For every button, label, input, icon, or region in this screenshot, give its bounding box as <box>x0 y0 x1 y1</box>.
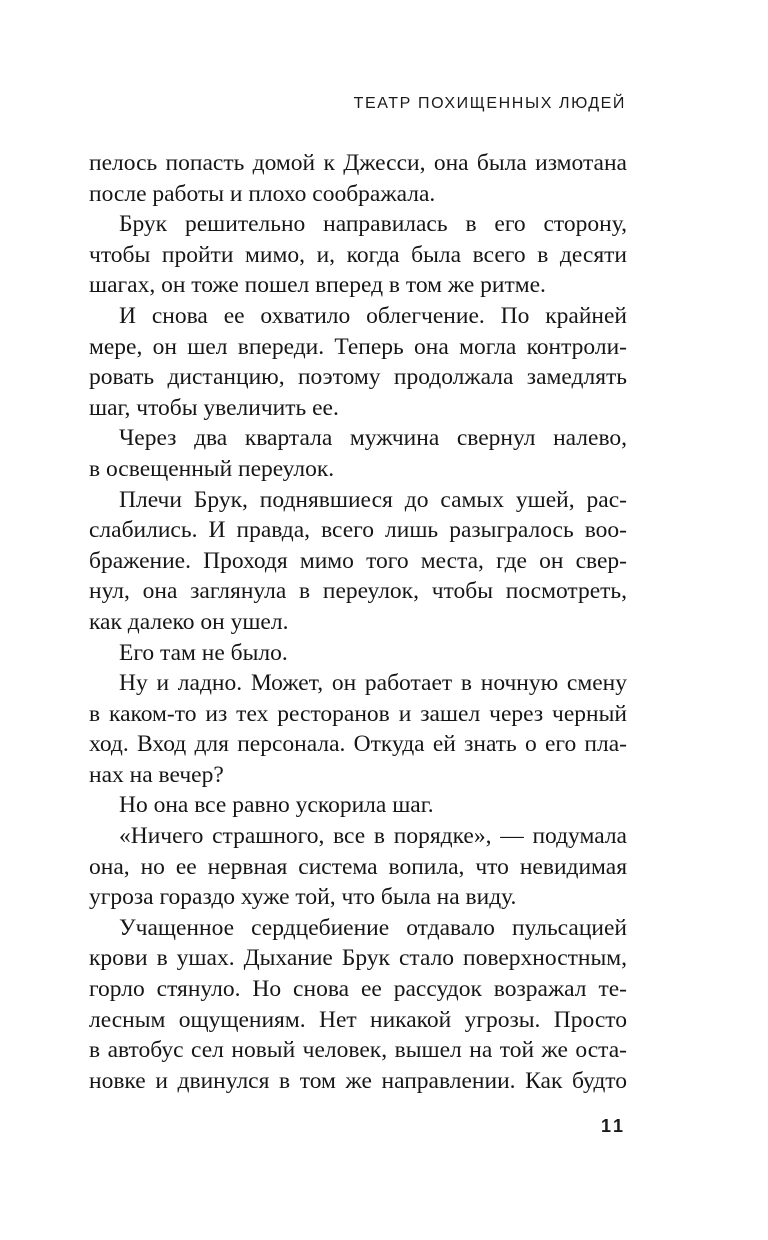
text-line: она, но ее нервная система вопила, что невидимая <box>89 853 627 880</box>
text-line: Но она все равно ускорила шаг. <box>119 792 434 819</box>
text-line: как далеко он ушел. <box>89 608 289 635</box>
text-line: угроза гораздо хуже той, что была на виду. <box>89 884 517 911</box>
text-line: ровать дистанцию, поэтому продолжала замедлять <box>89 364 627 391</box>
text-line: слабились. И правда, всего лишь разыгралось воо- <box>89 517 627 544</box>
text-lines <box>89 148 627 1096</box>
text-line: крови в ушах. Дыхание Брук стало поверхностным, <box>89 945 627 972</box>
text-line: чтобы пройти мимо, и, когда была всего в десяти <box>89 241 627 268</box>
text-line: И снова ее охватило облегчение. По крайней <box>119 302 627 329</box>
text-line: Ну и ладно. Может, он работает в ночную смену <box>119 670 627 697</box>
text-line: нах на вечер? <box>89 761 224 788</box>
running-title: ТЕАТР ПОХИЩЕННЫХ ЛЮДЕЙ <box>353 95 626 112</box>
text-line: в автобус сел новый человек, вышел на той же оста- <box>89 1037 627 1064</box>
page-number: 11 <box>600 1116 626 1136</box>
body-text <box>89 148 627 1096</box>
text-line: Его там не было. <box>119 639 288 666</box>
text-line: шагах, он тоже пошел вперед в том же ритме. <box>89 272 546 299</box>
text-line: пелось попасть домой к Джесси, она была измотана <box>89 150 627 176</box>
text-line: Брук решительно направилась в его сторону, <box>119 211 627 238</box>
text-line: шаг, чтобы увеличить ее. <box>89 394 339 421</box>
text-line: Плечи Брук, поднявшиеся до самых ушей, рас- <box>119 486 627 513</box>
text-line: ход. Вход для персонала. Откуда ей знать о его пла- <box>89 731 627 758</box>
text-line: в освещенный переулок. <box>89 455 335 482</box>
text-line: лесным ощущениям. Нет никакой угрозы. Просто <box>89 1006 627 1033</box>
text-line: новке и двинулся в том же направлении. Как будто <box>89 1067 627 1094</box>
text-line: мере, он шел впереди. Теперь она могла контроли- <box>89 333 627 360</box>
text-line: Через два квартала мужчина свернул налево, <box>119 425 627 452</box>
text-line: «Ничего страшного, все в порядке», — подумала <box>119 823 627 850</box>
text-line: в каком-то из тех ресторанов и зашел через черный <box>89 700 627 727</box>
text-line: нул, она заглянула в переулок, чтобы посмотреть, <box>89 578 627 605</box>
text-line: горло стянуло. Но снова ее рассудок возражал те- <box>89 976 627 1003</box>
text-line: после работы и плохо соображала. <box>89 180 436 207</box>
text-line: Учащенное сердцебиение отдавало пульсацией <box>119 914 627 941</box>
text-line: бражение. Проходя мимо того места, где он свер- <box>89 547 627 574</box>
